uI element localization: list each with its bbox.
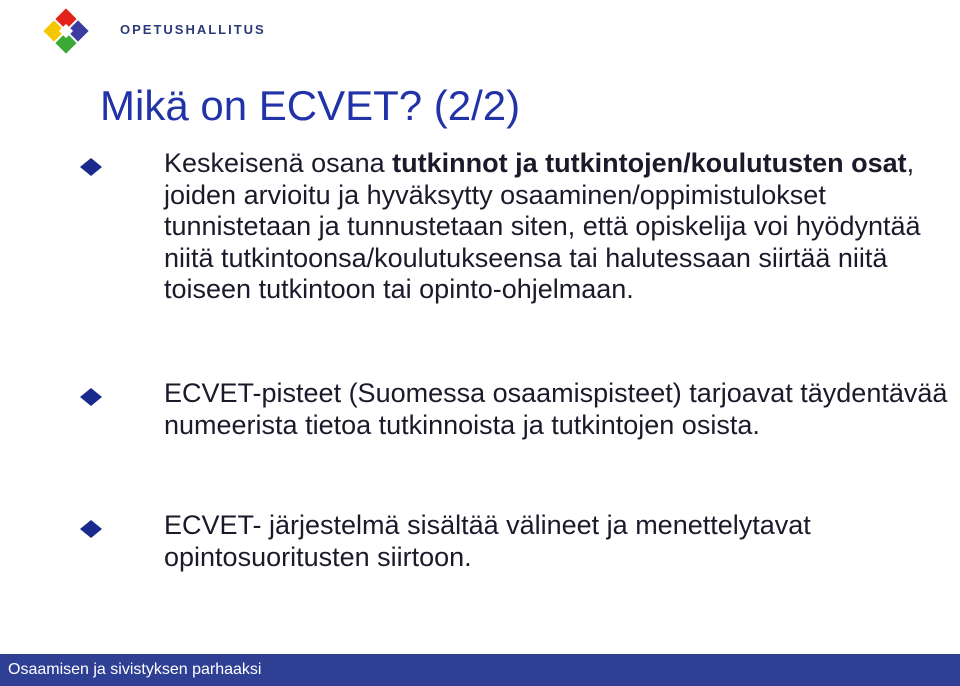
bullet-text-bold: tutkinnot ja tutkintojen/koulutusten osat bbox=[392, 148, 907, 178]
diamond-bullet-icon bbox=[78, 156, 104, 178]
bullet-text bbox=[164, 148, 960, 306]
footer-bar bbox=[0, 654, 960, 686]
diamond-bullet-icon bbox=[78, 518, 104, 540]
bullet-text-part: Keskeisenä osana bbox=[164, 148, 393, 178]
bullet-text: ECVET-pisteet (Suomessa osaamispisteet) tarjoavat täydentävää numeerista tietoa tutkinnoista ja tutkintojen osista. bbox=[164, 378, 948, 440]
slide-title: Mikä on ECVET? (2/2) bbox=[100, 82, 521, 129]
bullet-text: ECVET- järjestelmä sisältää välineet ja menettelytavat opintosuoritusten siirtoon. bbox=[164, 510, 811, 572]
bullet-text-part: , joiden arvioitu ja hyväksytty osaaminen/oppimistulokset tunnistetaan ja tunnustetaan siten, että opiskelija voi hyödyntää niitä tutkintoonsa/koulutukseensa tai halutessaan siirtää niitä toiseen tutkintoon tai opinto-ohjelmaan. bbox=[164, 148, 921, 304]
footer-slogan: Osaamisen ja sivistyksen parhaaksi bbox=[8, 661, 262, 678]
opetushallitus-logo bbox=[36, 3, 266, 59]
diamond-bullet-icon bbox=[78, 386, 104, 408]
logo-diamond-icon bbox=[36, 3, 96, 59]
logo-wordmark: OPETUSHALLITUS bbox=[120, 22, 266, 37]
